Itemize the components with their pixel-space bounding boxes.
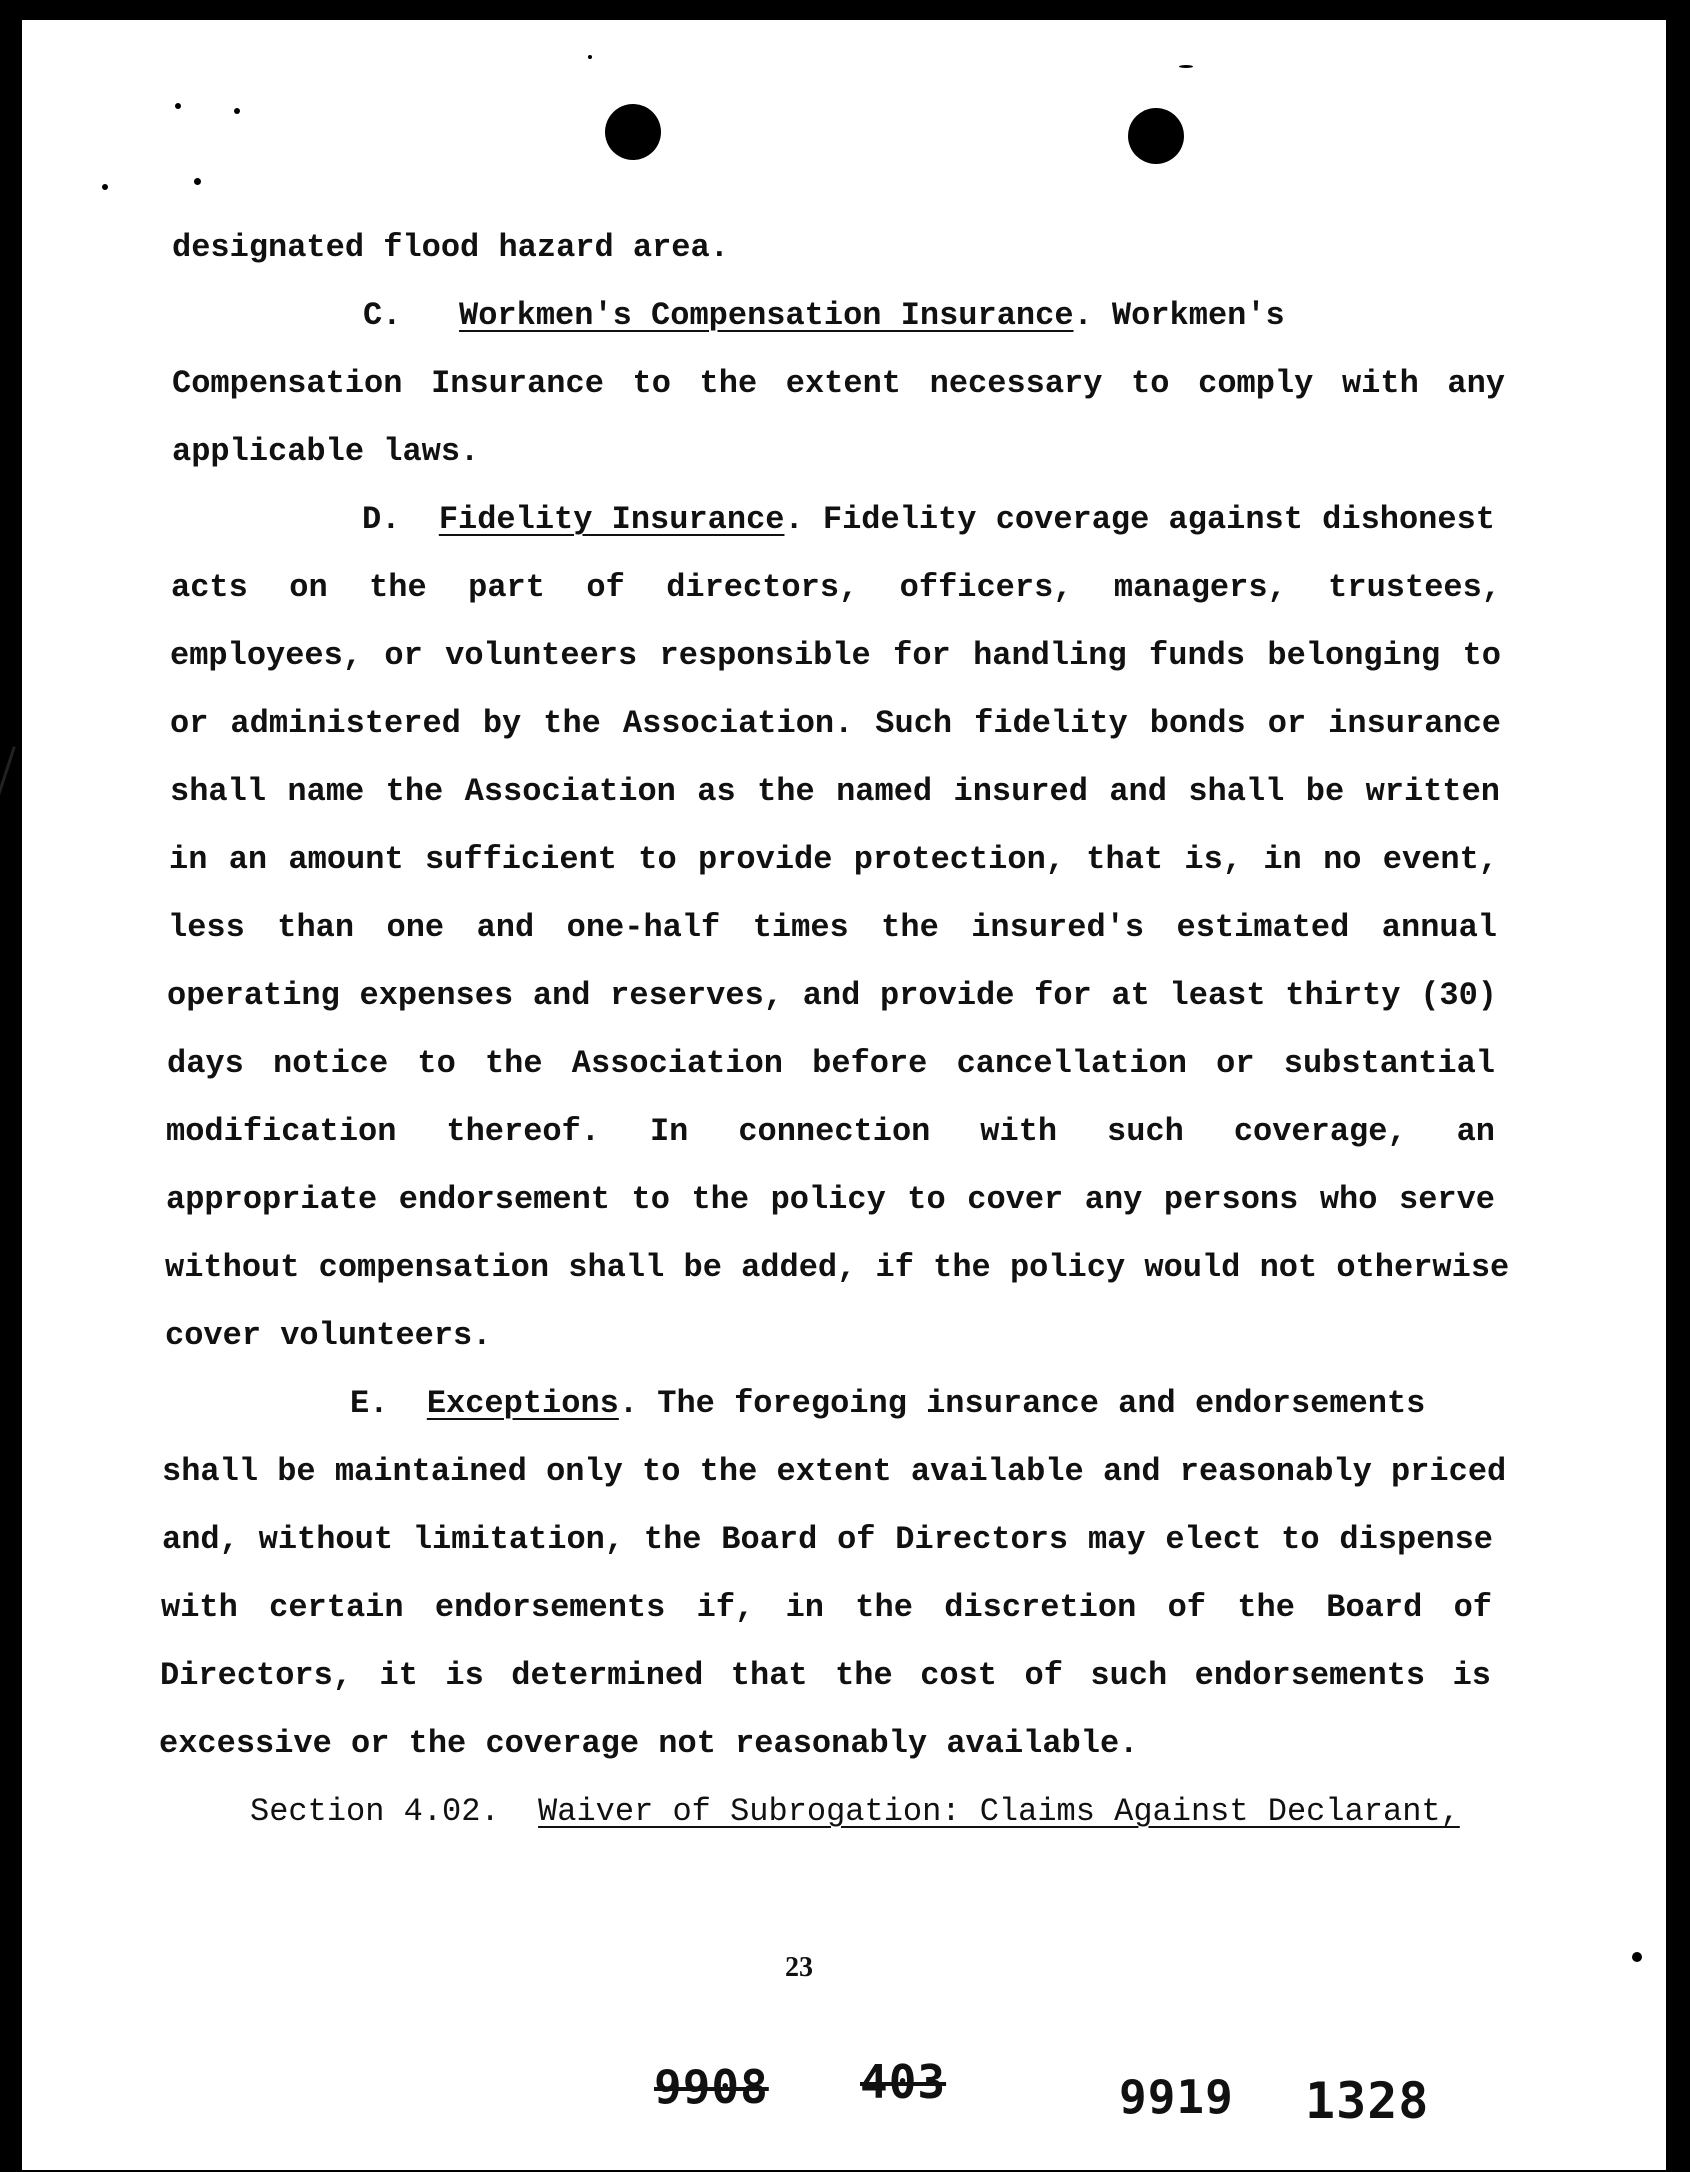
text-run: shall name the Association as the named insured and shall be written [170,773,1500,810]
text-run: Compensation Insurance to the extent necessary to comply with any [172,365,1505,402]
text-run: in an amount sufficient to provide protection, that is, in no event, [169,841,1498,878]
text-line [165,1248,1510,1288]
section-heading-line [250,1792,1460,1832]
text-line [172,364,1505,404]
paragraph-label: D. [362,501,401,538]
section-heading: Fidelity Insurance [438,501,785,538]
text-line [162,1452,1507,1492]
text-run: employees, or volunteers responsible for handling funds belonging to [170,637,1501,674]
text-line [165,1316,491,1356]
text-run: shall be maintained only to the extent available and reasonably priced [162,1453,1507,1490]
section-heading: Workmen's Compensation Insurance [459,297,1074,334]
text-run: excessive or the coverage not reasonably available. [159,1725,1139,1762]
text-run: cover volunteers. [165,1317,492,1354]
punch-hole-right [1128,108,1184,164]
text-line [170,772,1500,812]
recording-stamp-struck-2: 403 [860,2055,947,2109]
text-run: less than one and one-half times the insured's estimated annual [168,909,1497,946]
paragraph-label: E. [350,1385,389,1422]
scan-speck [1179,65,1193,68]
text-line [170,704,1501,744]
text-run: operating expenses and reserves, and provide for at least thirty (30) [167,977,1497,1014]
page-number: 23 [785,1952,813,1983]
margin-mark [0,746,16,814]
punch-hole-left [605,104,661,160]
text-line [162,1520,1493,1560]
text-run: modification thereof. In connection with such coverage, an [166,1113,1495,1150]
text-line [172,432,479,472]
paragraph-e-heading-line [350,1384,1425,1424]
text-line [159,1724,1138,1764]
recording-stamp-struck-1: 9908 [654,2060,769,2114]
text-run: appropriate endorsement to the policy to cover any persons who serve [166,1181,1495,1218]
text-run: applicable laws. [172,433,480,470]
scan-speck [194,178,201,185]
text-line [167,976,1497,1016]
section-heading: Exceptions [426,1385,619,1422]
text-run: Directors, it is determined that the cost of such endorsements is [160,1657,1491,1694]
recording-page-number: 1328 [1305,2072,1430,2130]
text-run: without compensation shall be added, if the policy would not otherwise [165,1249,1510,1286]
text-line [172,228,729,268]
text-run: . The foregoing insurance and endorsements [618,1385,1426,1422]
scan-speck [588,55,592,59]
text-run: or administered by the Association. Such fidelity bonds or insurance [170,705,1501,742]
text-run: designated flood hazard area. [172,229,729,266]
section-heading: Waiver of Subrogation: Claims Against Declarant, [538,1793,1460,1830]
text-line [167,1044,1495,1084]
text-run: acts on the part of directors, officers, managers, trustees, [171,569,1501,606]
text-line [170,636,1501,676]
text-line [169,840,1498,880]
text-run: days notice to the Association before cancellation or substantial [167,1045,1495,1082]
document-page [22,20,1666,2170]
scan-speck [102,184,108,190]
text-line [166,1180,1495,1220]
text-line [171,568,1501,608]
text-line [166,1112,1495,1152]
scan-speck [175,103,181,109]
section-label: Section 4.02. [250,1793,500,1830]
text-run: with certain endorsements if, in the discretion of the Board of [161,1589,1492,1626]
text-line [161,1588,1492,1628]
paragraph-d-heading-line [362,500,1495,540]
scan-speck [1632,1952,1642,1962]
text-line [168,908,1497,948]
text-run: . Workmen's [1073,297,1285,334]
recording-book-number: 9919 [1119,2070,1234,2124]
text-run: . Fidelity coverage against dishonest [784,501,1495,538]
text-line [160,1656,1491,1696]
paragraph-c-heading-line [363,296,1285,336]
paragraph-label: C. [363,297,402,334]
scan-speck [234,108,240,114]
text-run: and, without limitation, the Board of Directors may elect to dispense [162,1521,1493,1558]
